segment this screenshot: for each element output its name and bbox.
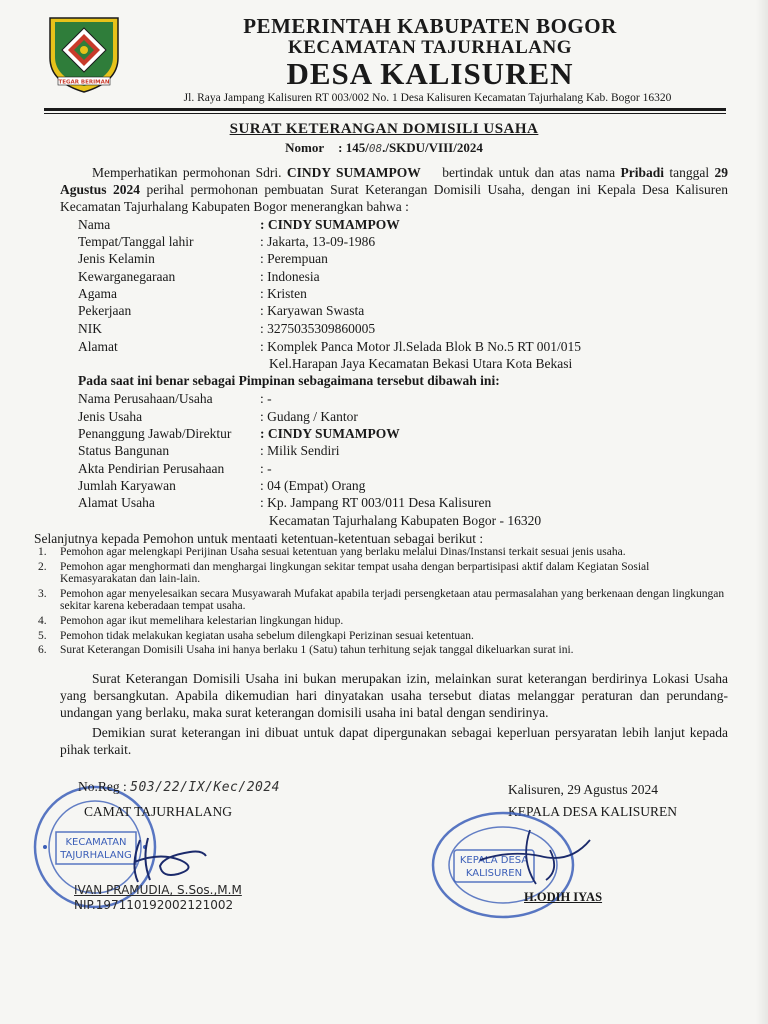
header-rule-thick: [44, 108, 726, 111]
logo-motto: TEGAR BERIMAN: [58, 79, 110, 86]
registration-number: [78, 779, 280, 795]
person-row-address: Alamat : Komplek Panca Motor Jl.Selada Blok B No.5 RT 001/015: [78, 339, 582, 354]
camat-title: CAMAT TAJURHALANG: [84, 804, 233, 819]
business-heading: Pada saat ini benar sebagai Pimpinan sebagaimana tersebut dibawah ini:: [78, 373, 500, 388]
letter-number-suffix: ./SKDU/VIII/2024: [382, 140, 483, 155]
kades-stamp-line1: KEPALA DESA: [459, 855, 529, 866]
person-address-continued: Kel.Harapan Jaya Kecamatan Bekasi Utara Kota Bekasi: [269, 356, 573, 371]
intro-paragraph: Memperhatikan permohonan Sdri. CINDY SUMAMPOW bertindak untuk dan atas nama Pribadi tanggal 29 Agustus 2024 perihal permohonan pembuatan Surat Keterangan Domisili Usaha, dengan ini Kepala Desa Kalisuren Kecamatan Tajurhalang Kabupaten Bogor menerangkan bahwa :: [60, 165, 728, 214]
list-item: 2. Pemohon agar menghormati dan menghargai lingkungan sekitar tempat usaha dengan berpartisipasi aktif dalam Kegiatan Sosial Kemasyarakatan dan lain-lain.: [38, 560, 650, 586]
issue-date: Kalisuren, 29 Agustus 2024: [508, 782, 658, 797]
registration-label: No.Reg :: [78, 779, 131, 794]
camat-name: IVAN PRAMUDIA, S.Sos.,M.M: [74, 883, 242, 897]
header-government: PEMERINTAH KABUPATEN BOGOR: [243, 14, 617, 38]
camat-nip: NIP.197110192002121002: [74, 898, 234, 912]
person-row-nik: NIK : 3275035309860005: [78, 321, 376, 336]
business-row-employees: Jumlah Karyawan : 04 (Empat) Orang: [78, 478, 366, 493]
kades-title: KEPALA DESA KALISUREN: [508, 804, 678, 819]
list-item: 6. Surat Keterangan Domisili Usaha ini hanya berlaku 1 (Satu) tahun terhitung sejak tanggal dikeluarkan surat ini.: [38, 644, 574, 657]
letter-title: SURAT KETERANGAN DOMISILI USAHA: [229, 121, 539, 137]
list-item: 4. Pemohon agar ikut memelihara kelestarian lingkungan hidup.: [38, 614, 344, 627]
header-village: DESA KALISUREN: [286, 56, 574, 91]
person-row-religion: Agama : Kristen: [78, 286, 307, 301]
business-row-deed: Akta Pendirian Perusahaan : -: [78, 461, 272, 476]
business-row-type: Jenis Usaha : Gudang / Kantor: [78, 409, 358, 424]
business-row-company: Nama Perusahaan/Usaha : -: [78, 391, 272, 406]
list-item: 5. Pemohon tidak melakukan kegiatan usaha sebelum dilengkapi Perizinan sesuai ketentuan.: [38, 629, 474, 642]
person-row-nationality: Kewarganegaraan : Indonesia: [78, 269, 320, 284]
list-item: 1. Pemohon agar melengkapi Perijinan Usaha sesuai ketentuan yang berlaku melalui Dinas/Instansi terkait sesuai jenis usaha.: [38, 546, 626, 558]
closing-paragraph: Demikian surat keterangan ini dibuat untuk dapat dipergunakan sebagai keperluan persyaratan lebih lanjut kepada pihak terkait.: [60, 725, 728, 757]
registration-value: 503/22/IX/Kec/2024: [130, 780, 281, 795]
kabupaten-bogor-logo: [44, 14, 124, 94]
camat-stamp-line2: TAJURHALANG: [60, 850, 132, 861]
list-item: 3. Pemohon agar menyelesaikan secara Musyawarah Mufakat apabila terjadi persengketaan atau permasalahan yang berkenaan dengan lingkungan sekitar karena keberadaan tempat usaha.: [38, 587, 725, 613]
letter-number-prefix: : 145/: [338, 140, 369, 155]
person-row-name: Nama : CINDY SUMAMPOW: [78, 217, 400, 232]
business-address-continued: Kecamatan Tajurhalang Kabupaten Bogor - 16320: [269, 513, 542, 528]
letter-number: [0, 140, 768, 156]
kades-signature: [470, 820, 600, 890]
header-rule-thin: [44, 113, 726, 114]
header-district: KECAMATAN TAJURHALANG: [287, 37, 573, 58]
business-row-building: Status Bangunan : Milik Sendiri: [78, 443, 340, 458]
business-row-director: Penanggung Jawab/Direktur : CINDY SUMAMPOW: [78, 426, 400, 441]
business-row-address: Alamat Usaha : Kp. Jampang RT 003/011 Desa Kalisuren: [78, 495, 492, 510]
person-row-gender: Jenis Kelamin : Perempuan: [78, 251, 328, 266]
conditions-intro: Selanjutnya kepada Pemohon untuk mentaati ketentuan-ketentuan sebagai berikut :: [34, 531, 484, 546]
letter-number-handwritten: 08: [368, 142, 383, 155]
person-row-birth: Tempat/Tanggal lahir : Jakarta, 13-09-1986: [78, 234, 376, 249]
conditions-list: [38, 546, 728, 659]
camat-signature: [120, 830, 210, 890]
applicant-name: CINDY SUMAMPOW: [286, 165, 421, 180]
header-address: Jl. Raya Jampang Kalisuren RT 003/002 No. 1 Desa Kalisuren Kecamatan Tajurhalang Kab. Bogor 16320: [183, 92, 672, 104]
kades-name: H.ODIH IYAS: [524, 890, 603, 904]
location-paragraph: Surat Keterangan Domisili Usaha ini bukan merupakan izin, melainkan surat keterangan berdirinya Lokasi Usaha yang bersangkutan. Apabila dikemudian hari dinyatakan usaha tersebut diatas melanggar peraturan dan perundang-undangan yang berlaku, maka surat keterangan domisili usaha ini batal dengan sendirinya.: [60, 671, 728, 720]
camat-stamp-line1: KECAMATAN: [65, 837, 127, 848]
person-row-occupation: Pekerjaan : Karyawan Swasta: [78, 303, 365, 318]
letter-number-label: Nomor: [285, 140, 325, 155]
kades-stamp-line2: KALISUREN: [465, 868, 523, 879]
